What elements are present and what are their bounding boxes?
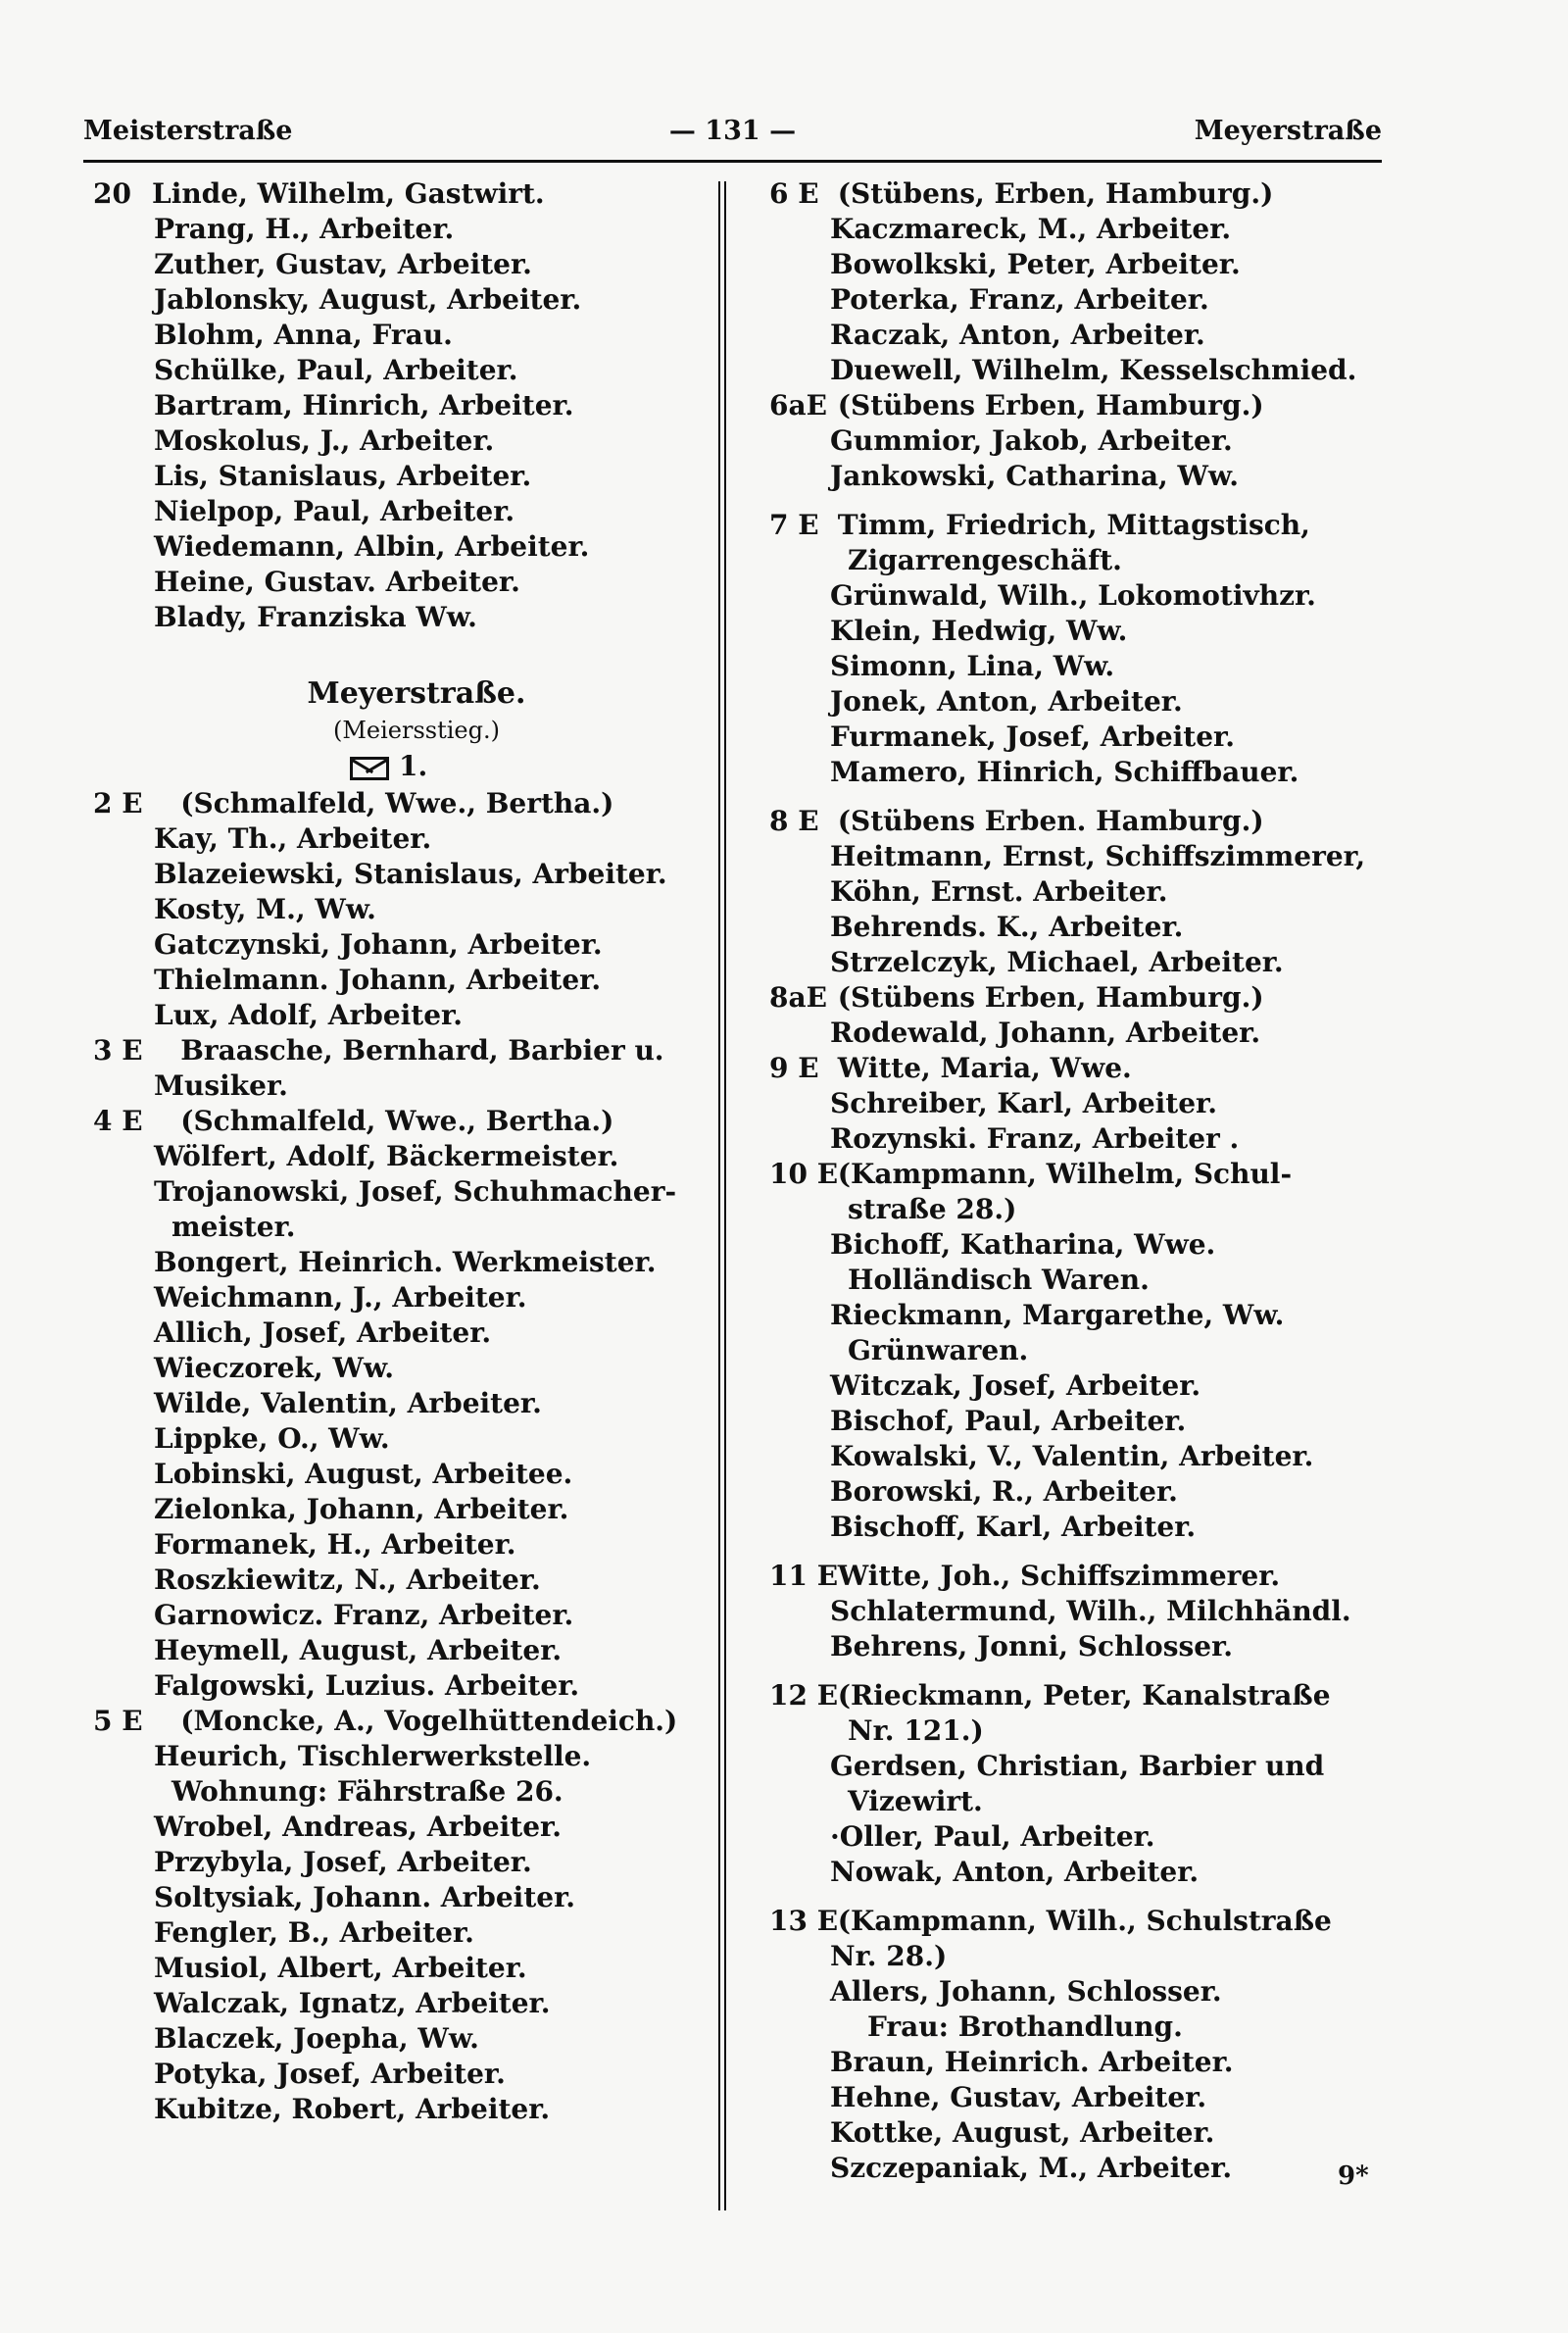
resident-line: Nr. 121.) [848, 1714, 984, 1747]
header-right-street: Meyerstraße [1194, 116, 1382, 146]
resident-line: Zigarrengeschäft. [848, 544, 1122, 576]
resident-line: Wiedemann, Albin, Arbeiter. [154, 530, 590, 563]
resident-line: Witte, Joh., Schiffszimmerer. [837, 1560, 1281, 1592]
resident-line: Moskolus, J., Arbeiter. [154, 424, 495, 457]
resident-line: Behrends. K., Arbeiter. [830, 911, 1184, 943]
house-entry-13 [769, 1904, 1396, 2186]
resident-line: Heitmann, Ernst, Schiffszimmerer, [830, 840, 1366, 872]
house-number: 5 E [93, 1705, 143, 1737]
house-entry-4 [93, 1104, 701, 1704]
resident-line: (Schmalfeld, Wwe., Bertha.) [180, 1105, 614, 1137]
resident-line: Prang, H., Arbeiter. [154, 213, 455, 245]
house-number: 6aE [769, 389, 827, 422]
resident-line: (Stübens Erben, Hamburg.) [837, 981, 1264, 1014]
house-number: 11 E [769, 1560, 839, 1592]
resident-line: (Schmalfeld, Wwe., Bertha.) [180, 787, 614, 819]
resident-line: meister. [172, 1211, 296, 1243]
resident-line: Allers, Johann, Schlosser. [830, 1975, 1222, 2008]
house-entry-9 [769, 1051, 1396, 1157]
resident-line: Bichoff, Katharina, Wwe. [830, 1228, 1216, 1261]
resident-line: Vizewirt. [848, 1785, 983, 1817]
house-entry-11 [769, 1559, 1396, 1664]
resident-line: Bongert, Heinrich. Werkmeister. [154, 1246, 657, 1278]
envelope-icon [350, 757, 389, 780]
resident-line: Köhn, Ernst. Arbeiter. [830, 875, 1168, 908]
resident-line: Nielpop, Paul, Arbeiter. [154, 495, 515, 527]
resident-line: Allich, Josef, Arbeiter. [154, 1316, 492, 1349]
resident-line: Raczak, Anton, Arbeiter. [830, 319, 1205, 351]
resident-line: Formanek, H., Arbeiter. [154, 1528, 516, 1561]
resident-line: Jonek, Anton, Arbeiter. [830, 685, 1183, 718]
resident-line: Blazeiewski, Stanislaus, Arbeiter. [154, 858, 667, 890]
resident-line: Gerdsen, Christian, Barbier und [830, 1750, 1325, 1782]
resident-line: Grünwaren. [848, 1334, 1029, 1366]
page-header [83, 116, 1382, 159]
page-number: — 131 — [668, 116, 797, 146]
resident-line: Furmanek, Josef, Arbeiter. [830, 720, 1235, 753]
house-entry-20 [93, 176, 701, 635]
resident-line: Simonn, Lina, Ww. [830, 650, 1115, 682]
house-entry-7 [769, 508, 1396, 790]
house-number: 13 E [769, 1905, 839, 1937]
house-entry-6a [769, 388, 1396, 494]
resident-line: Lux, Adolf, Arbeiter. [154, 999, 463, 1031]
house-entry-10 [769, 1157, 1396, 1545]
resident-line: Jankowski, Catharina, Ww. [830, 460, 1239, 492]
resident-line: Witczak, Josef, Arbeiter. [830, 1369, 1201, 1402]
column-divider [718, 181, 726, 2210]
resident-line: Schreiber, Karl, Arbeiter. [830, 1087, 1217, 1119]
resident-line: Potyka, Josef, Arbeiter. [154, 2058, 506, 2090]
house-number: 7 E [769, 509, 819, 541]
resident-line: Kowalski, V., Valentin, Arbeiter. [830, 1440, 1314, 1472]
resident-line: Fengler, B., Arbeiter. [154, 1916, 474, 1949]
house-entry-2 [93, 786, 701, 1033]
house-number: 20 [93, 177, 131, 210]
header-left-street: Meisterstraße [83, 116, 293, 146]
resident-line: Rieckmann, Margarethe, Ww. [830, 1299, 1285, 1331]
house-number: 9 E [769, 1052, 819, 1084]
house-entry-12 [769, 1678, 1396, 1890]
resident-line: Strzelczyk, Michael, Arbeiter. [830, 946, 1284, 978]
resident-line: Garnowicz. Franz, Arbeiter. [154, 1599, 574, 1631]
resident-line: Lippke, O., Ww. [154, 1422, 390, 1455]
resident-line: (Rieckmann, Peter, Kanalstraße [837, 1679, 1331, 1712]
resident-line: (Stübens Erben. Hamburg.) [837, 805, 1264, 837]
resident-line: Thielmann. Johann, Arbeiter. [154, 964, 602, 996]
resident-line: Behrens, Jonni, Schlosser. [830, 1630, 1234, 1663]
resident-line: Timm, Friedrich, Mittagstisch, [837, 509, 1310, 541]
mailbox-number: 1. [399, 750, 428, 782]
resident-line: Lobinski, August, Arbeitee. [154, 1458, 573, 1490]
resident-line: (Stübens Erben, Hamburg.) [837, 389, 1264, 422]
house-number: 12 E [769, 1679, 839, 1712]
resident-line: Bischoff, Karl, Arbeiter. [830, 1511, 1197, 1543]
resident-line: Wohnung: Fährstraße 26. [172, 1775, 564, 1808]
house-entry-8a [769, 980, 1396, 1051]
resident-line: Wrobel, Andreas, Arbeiter. [154, 1811, 562, 1843]
resident-line: Borowski, R., Arbeiter. [830, 1475, 1178, 1508]
house-entry-6 [769, 176, 1396, 388]
resident-line: Kosty, M., Ww. [154, 893, 376, 925]
resident-line: Falgowski, Luzius. Arbeiter. [154, 1669, 580, 1702]
resident-line: Poterka, Franz, Arbeiter. [830, 283, 1209, 316]
resident-line: Blaczek, Joepha, Ww. [154, 2022, 479, 2055]
resident-line: Soltysiak, Johann. Arbeiter. [154, 1881, 575, 1913]
resident-line: Gummior, Jakob, Arbeiter. [830, 424, 1233, 457]
resident-line: Weichmann, J., Arbeiter. [154, 1281, 527, 1314]
resident-line: Hehne, Gustav, Arbeiter. [830, 2081, 1207, 2113]
resident-line: Bischof, Paul, Arbeiter. [830, 1405, 1187, 1437]
resident-line: Schlatermund, Wilh., Milchhändl. [830, 1595, 1351, 1627]
street-title: Meyerstraße. [307, 676, 526, 711]
house-entry-5 [93, 1704, 701, 2127]
resident-line: Klein, Hedwig, Ww. [830, 615, 1128, 647]
resident-line: Wölfert, Adolf, Bäckermeister. [154, 1140, 619, 1172]
resident-line: (Kampmann, Wilhelm, Schul- [837, 1158, 1293, 1190]
resident-line: Wilde, Valentin, Arbeiter. [154, 1387, 542, 1419]
resident-line: Szczepaniak, M., Arbeiter. [830, 2152, 1233, 2184]
resident-line: Gatczynski, Johann, Arbeiter. [154, 928, 603, 961]
resident-line: Rodewald, Johann, Arbeiter. [830, 1017, 1261, 1049]
resident-line: Blady, Franziska Ww. [154, 601, 477, 633]
resident-line: Nowak, Anton, Arbeiter. [830, 1856, 1200, 1888]
resident-line: Musiker. [154, 1069, 288, 1102]
resident-line: Zielonka, Johann, Arbeiter. [154, 1493, 569, 1525]
resident-line: Kottke, August, Arbeiter. [830, 2116, 1215, 2149]
resident-line: Wieczorek, Ww. [154, 1352, 394, 1384]
house-number: 8 E [769, 805, 819, 837]
resident-line: Zuther, Gustav, Arbeiter. [154, 248, 532, 280]
resident-line: Jablonsky, August, Arbeiter. [154, 283, 582, 316]
house-number: 6 E [769, 177, 819, 210]
resident-line: Heine, Gustav. Arbeiter. [154, 566, 520, 598]
resident-line: Schülke, Paul, Arbeiter. [154, 354, 518, 386]
resident-line: Blohm, Anna, Frau. [154, 319, 453, 351]
street-subtitle: (Meiersstieg.) [332, 717, 500, 744]
signature-mark: 9* [1338, 2161, 1369, 2191]
resident-line: Przybyla, Josef, Arbeiter. [154, 1846, 532, 1878]
resident-line: Witte, Maria, Wwe. [837, 1052, 1132, 1084]
resident-line: Trojanowski, Josef, Schuhmacher- [154, 1175, 677, 1208]
resident-line: Mamero, Hinrich, Schiffbauer. [830, 756, 1299, 788]
resident-line: Walczak, Ignatz, Arbeiter. [154, 1987, 551, 2019]
resident-line: Kaczmareck, M., Arbeiter. [830, 213, 1232, 245]
resident-line: Holländisch Waren. [848, 1264, 1150, 1296]
resident-line: Roszkiewitz, N., Arbeiter. [154, 1564, 541, 1596]
left-column [93, 176, 701, 2127]
resident-line: Grünwald, Wilh., Lokomotivhzr. [830, 579, 1316, 612]
resident-line: (Moncke, A., Vogelhüttendeich.) [180, 1705, 678, 1737]
resident-line: Linde, Wilhelm, Gastwirt. [152, 177, 545, 210]
resident-line: Nr. 28.) [830, 1940, 948, 1972]
house-entry-3 [93, 1033, 701, 1104]
right-column [769, 176, 1396, 2186]
resident-line: Frau: Brothandlung. [867, 2010, 1183, 2043]
header-rule [83, 160, 1382, 163]
resident-line: Duewell, Wilhelm, Kesselschmied. [830, 354, 1357, 386]
house-number: 4 E [93, 1105, 143, 1137]
resident-line: Bartram, Hinrich, Arbeiter. [154, 389, 574, 422]
house-number: 10 E [769, 1158, 839, 1190]
resident-line: Heurich, Tischlerwerkstelle. [154, 1740, 592, 1772]
resident-line: (Kampmann, Wilh., Schulstraße [837, 1905, 1332, 1937]
resident-line: Rozynski. Franz, Arbeiter . [830, 1122, 1240, 1155]
resident-line: Braasche, Bernhard, Barbier u. [180, 1034, 664, 1067]
resident-line: Kubitze, Robert, Arbeiter. [154, 2093, 551, 2125]
house-entry-8 [769, 804, 1396, 980]
resident-line: Lis, Stanislaus, Arbeiter. [154, 460, 532, 492]
house-number: 8aE [769, 981, 827, 1014]
resident-line: straße 28.) [848, 1193, 1017, 1225]
resident-line: Heymell, August, Arbeiter. [154, 1634, 563, 1666]
mailbox-entry [93, 747, 701, 786]
house-number: 2 E [93, 787, 143, 819]
house-number: 3 E [93, 1034, 143, 1067]
resident-line: Braun, Heinrich. Arbeiter. [830, 2046, 1234, 2078]
resident-line: Bowolkski, Peter, Arbeiter. [830, 248, 1241, 280]
resident-line: Kay, Th., Arbeiter. [154, 822, 432, 855]
resident-line: ·Oller, Paul, Arbeiter. [830, 1820, 1155, 1853]
resident-line: (Stübens, Erben, Hamburg.) [837, 177, 1274, 210]
resident-line: Musiol, Albert, Arbeiter. [154, 1952, 527, 1984]
